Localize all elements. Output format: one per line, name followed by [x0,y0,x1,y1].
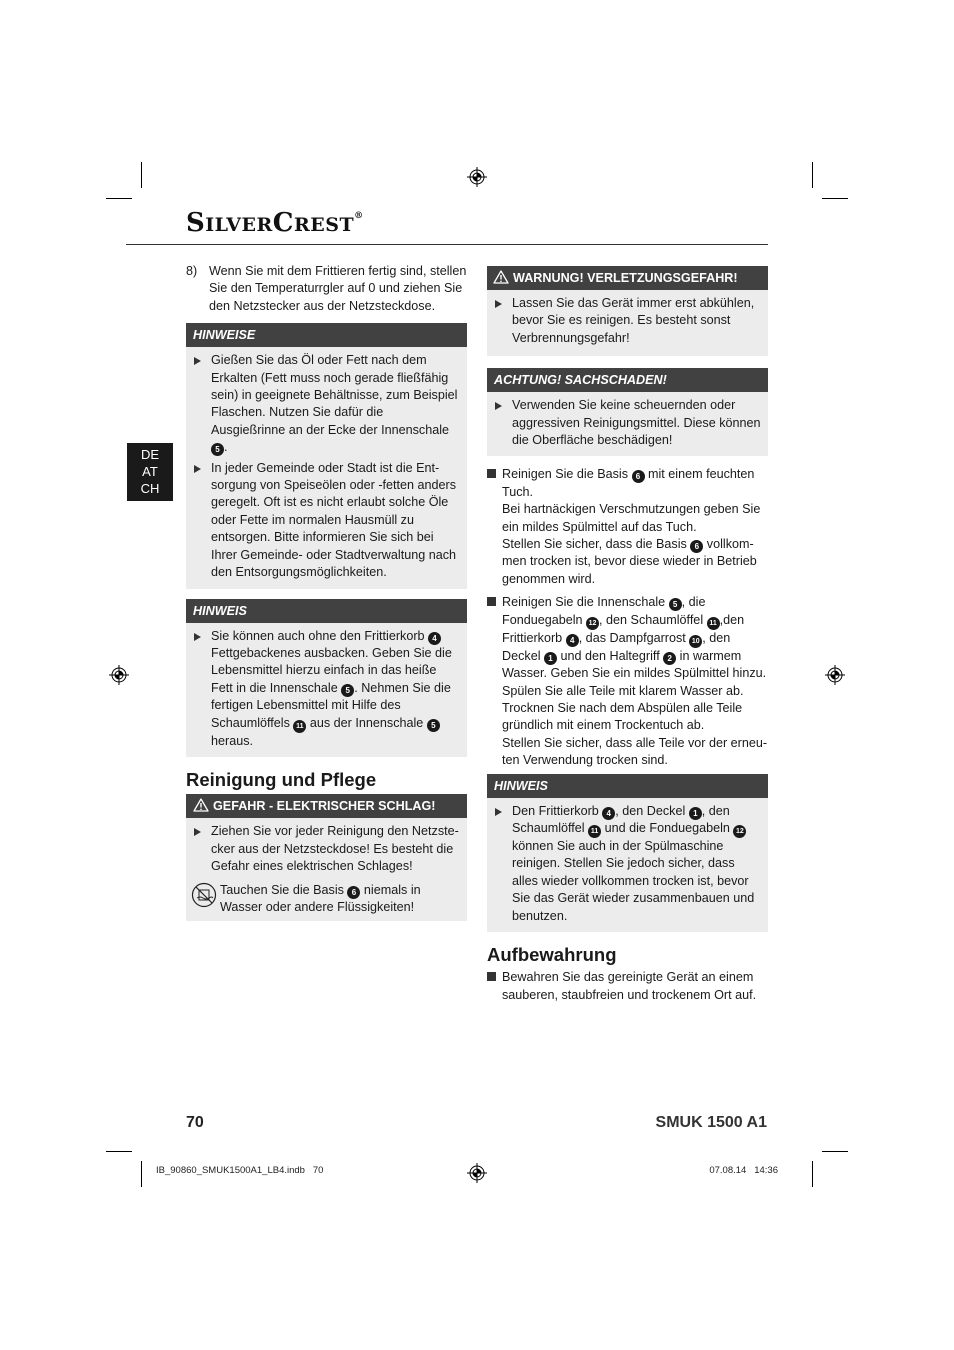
list-item [193,460,460,582]
logo-letters: REST [294,214,355,236]
crop-mark [106,198,132,199]
registered-mark: ® [354,211,364,221]
crop-mark [822,1151,848,1152]
registration-mark-icon [467,1163,487,1183]
warning-triangle-icon [493,270,509,284]
crop-mark [141,1161,142,1187]
crop-mark [812,162,813,188]
part-number-badge: 11 [588,825,601,838]
part-number-badge: 4 [428,632,441,645]
item-text: Tauchen Sie die Basis [220,882,348,897]
item-text: und die Fonduegabeln [601,820,734,835]
part-number-badge: 12 [733,825,746,838]
box-title: GEFAHR - ELEKTRISCHER SCHLAG! [213,799,436,814]
header-divider [126,244,768,245]
arrow-bullet-icon [495,300,502,308]
registration-mark-icon [825,665,845,685]
arrow-bullet-icon [194,357,201,365]
square-bullet-icon [487,597,496,606]
no-water-immersion-icon [191,882,217,908]
print-slug-file: IB_90860_SMUK1500A1_LB4.indb 70 [156,1165,324,1176]
list-item [193,628,460,750]
achtung-box [487,368,768,456]
crop-mark [141,162,142,188]
part-number-badge: 5 [669,598,682,611]
item-text: Reinigen Sie die Innenschale [502,595,669,610]
item-text: Lassen Sie das Gerät immer erst abkühlen, bevor Sie es reinigen. Es besteht sonst Verbrennungsgefahr! [512,296,755,345]
box-title-row [186,794,467,818]
item-text: . Nehmen Sie die fertigen Lebensmittel mit Hilfe des Schaumlöffels [211,680,451,730]
item-text: , die Fonduegabeln [502,595,706,627]
part-number-badge: 6 [690,540,703,553]
list-item [494,295,761,347]
right-column [487,266,768,1008]
model-name: SMUK 1500 A1 [655,1114,767,1131]
item-text: Bei hartnäckigen Verschmutzungen geben Sie ein mildes Spülmittel auf das Tuch. [502,502,761,534]
language-tab [127,443,173,501]
language-code: AT [142,464,158,479]
part-number-badge: 4 [566,634,579,647]
part-number-badge: 4 [602,807,615,820]
hinweis-box [186,599,467,757]
item-text: , den Deckel [502,630,731,663]
list-item [193,823,460,875]
item-text: Den Frittierkorb [512,803,603,818]
list-item [494,803,761,925]
item-text: In jeder Gemeinde oder Stadt ist die Entsorgung von Speiseölen oder -fetten anders geregelt. Oft ist es nicht erlaubt solche Öle oder Fette im normalen Hausmüll zu entsorgen. Bitte informieren Sie sich bei Ihrer Gemeinde- oder Stadtverwaltung nach den Entsorgungsmöglichkeiten. [211,460,457,580]
item-text: Sie können auch ohne den Frittierkorb [211,628,429,643]
list-item [487,594,768,769]
item-text: Ziehen Sie vor jeder Reinigung den Netzstecker aus der Netzsteckdose! Es besteht die Gefahr eines elektrischen Schlages! [211,824,459,874]
part-number-badge: 5 [211,443,224,456]
item-text: Verwenden Sie keine scheuernden oder aggressiven Reinigungsmittel. Diese können die Oberfläche beschädigen! [512,398,761,448]
item-text: heraus. [211,733,254,748]
list-item [487,466,768,588]
left-column [186,263,467,931]
box-title: WARNUNG! VERLETZUNGSGEFAHR! [513,271,738,285]
item-text: Gießen Sie das Öl oder Fett nach dem Erkalten (Fett muss noch gerade fließfähig sein) in geeignete Behältnisse, zum Beispiel Flaschen. Nutzen Sie dafür die Ausgießrinne an der Ecke der Innenschale [211,353,458,437]
box-title: ACHTUNG! SACHSCHADEN! [487,368,768,392]
item-text: Stellen Sie sicher, dass alle Teile vor der erneuten Verwendung trocken sind. [502,735,768,768]
page-number: 70 [186,1114,204,1131]
list-item [494,397,761,449]
registration-mark-icon [109,665,129,685]
part-number-badge: 6 [632,470,645,483]
language-code: DE [140,447,160,462]
arrow-bullet-icon [194,465,201,473]
gefahr-box [186,794,467,921]
arrow-bullet-icon [194,828,201,836]
box-title: HINWEIS [487,774,768,798]
item-text: ,den Frittierkorb [502,612,745,645]
part-number-badge: 6 [347,886,360,899]
item-text: , den Schaumlöffel [599,612,707,627]
logo-letters: ILVER [205,214,273,236]
part-number-badge: 5 [427,719,440,732]
arrow-bullet-icon [495,808,502,816]
item-text: , das Dampfgarrost [578,630,690,645]
crop-mark [822,198,848,199]
item-text: in warmem Wasser. Geben Sie ein mildes Spülmittel hinzu. [502,648,767,681]
box-title-row [487,266,768,290]
list-item [487,969,768,1004]
part-number-badge: 1 [689,807,702,820]
part-number-badge: 11 [293,720,306,733]
part-number-badge: 2 [663,652,676,665]
print-slug-date: 07.08.14 14:36 [709,1165,778,1176]
square-bullet-icon [487,469,496,478]
box-title: HINWEIS [186,599,467,623]
warning-triangle-icon [193,798,209,812]
item-text: Spülen Sie alle Teile mit klarem Wasser ab. Trocknen Sie nach dem Abspülen alle Teile gründlich mit einem Trockentuch ab. [502,683,744,733]
item-text: vollkommen trocken ist, bevor diese wieder in Betrieb genommen wird. [502,537,757,586]
box-title: HINWEISE [186,323,467,347]
part-number-badge: 11 [707,617,720,630]
item-text: mit einem feuchten Tuch. [502,467,755,499]
item-text: . [224,440,228,455]
water-warning [193,882,460,917]
item-text: aus der Innenschale [306,715,427,730]
item-text: Reinigen Sie die Basis [502,467,632,482]
logo-letter: S [186,208,206,238]
hinweise-box [186,323,467,588]
item-text: Stellen Sie sicher, dass die Basis [502,537,691,552]
section-title: Aufbewahrung [487,943,617,965]
step-number: 8) [186,264,198,278]
list-item [193,352,460,456]
crop-mark [106,1151,132,1152]
item-text: niemals in Wasser oder andere Flüssigkeiten! [220,882,421,914]
logo-letter: C [272,208,294,238]
language-code: CH [140,481,160,496]
part-number-badge: 10 [689,635,702,648]
registration-mark-icon [467,167,487,187]
square-bullet-icon [487,972,496,981]
part-number-badge: 5 [341,684,354,697]
item-text: können Sie auch in der Spülmaschine reinigen. Stellen Sie jedoch sicher, dass alles wieder vollkommen trocken ist, bevor Sie das Gerät wieder zusammenbauen und benutzen. [512,838,755,923]
step-text: Wenn Sie mit dem Frittieren fertig sind, stellen Sie den Temperaturrgler auf 0 und ziehen Sie den Netzstecker aus der Netzsteckdose. [209,264,467,313]
section-title: Reinigung und Pflege [186,768,377,790]
arrow-bullet-icon [495,402,502,410]
brand-logo [186,210,364,236]
crop-mark [812,1161,813,1187]
item-text: Fettgebackenes ausbacken. Geben Sie die Lebensmittel hierzu einfach in das heiße Fett in die Innenschale [211,645,452,695]
item-text: und den Haltegriff [557,648,664,663]
part-number-badge: 1 [544,652,557,665]
numbered-step [186,263,467,315]
warnung-box [487,266,768,356]
item-text: , den Deckel [615,803,689,818]
arrow-bullet-icon [194,633,201,641]
part-number-badge: 12 [586,617,599,630]
item-text: , den Schaumlöffel [512,803,730,835]
hinweis-box [487,774,768,932]
item-text: Bewahren Sie das gereinigte Gerät an einem sauberen, staubfreien und trockenem Ort auf. [502,970,757,1002]
